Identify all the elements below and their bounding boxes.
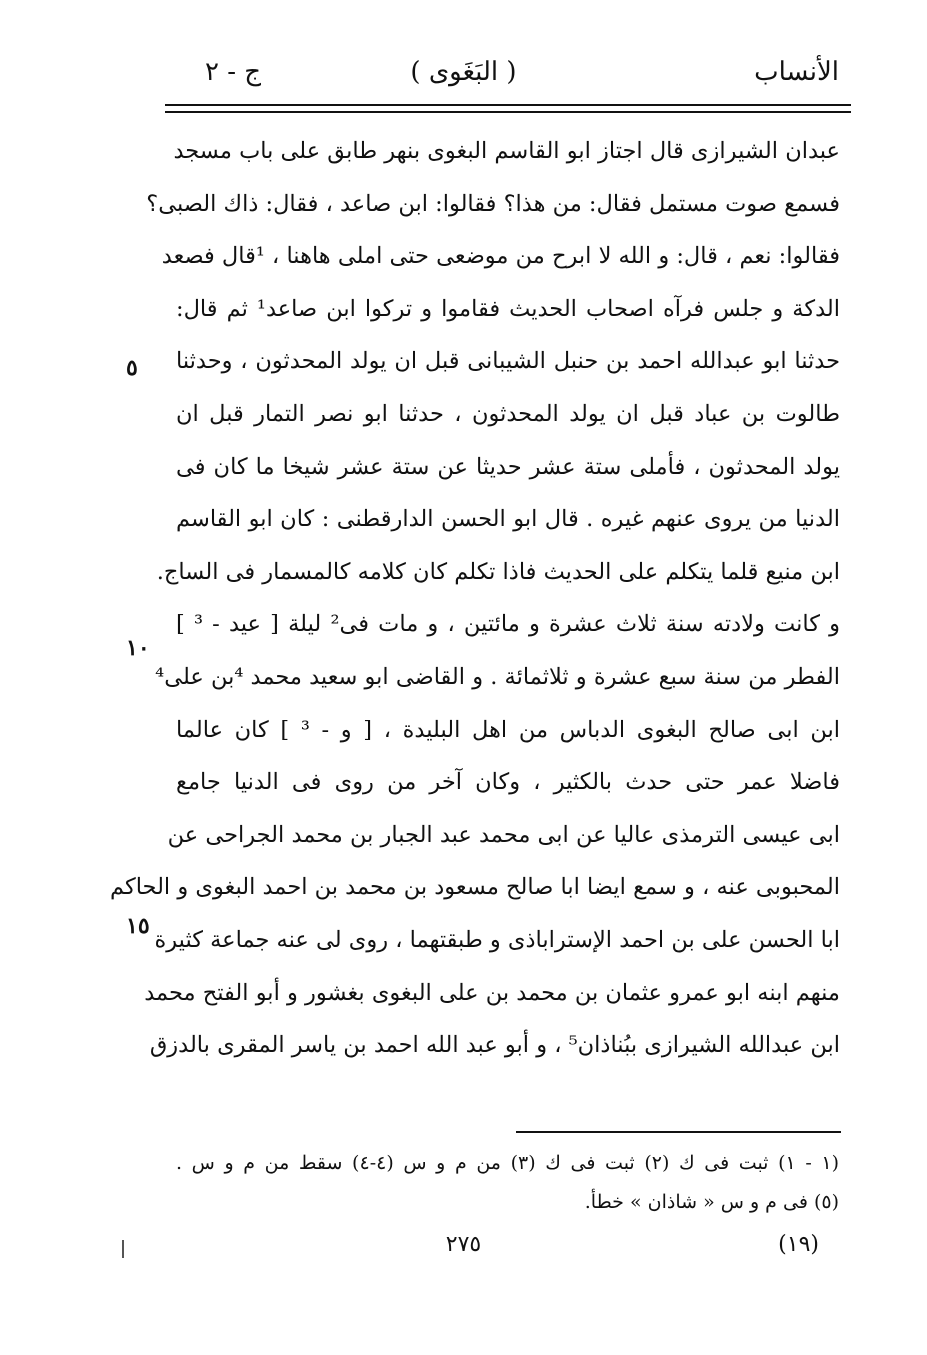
footnote-separator xyxy=(516,1131,841,1133)
text-line: الفطر من سنة سبع عشرة و ثلاثمائة . و القاضى ابو سعيد محمد ⁴بن على⁴ xyxy=(155,663,840,690)
text-line: الدكة و جلس فرآه اصحاب الحديث فقاموا و تركوا ابن صاعد¹ ثم قال: xyxy=(176,295,840,322)
text-line: منهم ابنه ابو عمرو عثمان بن محمد بن على البغوى بغشور و أبو الفتح محمد xyxy=(144,979,840,1006)
line-number-15: ١٥ xyxy=(126,913,150,939)
text-line: ابن منيع قلما يتكلم على الحديث فاذا تكلم كان كلامه كالمسمار فى الساج. xyxy=(156,558,840,585)
text-line: فقالوا: نعم ، قال: و الله لا ابرح من موضعى حتى املى هاهنا ، ¹قال فصعد xyxy=(161,243,840,270)
text-line: ابن عبدالله الشيرازى ببُناذان⁵ ، و أبو عبد الله احمد بن ياسر المقرى بالدزق xyxy=(149,1032,840,1059)
text-line: فسمع صوت مستمل فقال: من هذا؟ فقالوا: ابن صاعد ، فقال: ذاك الصبى؟ xyxy=(146,190,840,217)
text-line: و كانت ولادته سنة ثلاث عشرة و مائتين ، و مات فى² ليلة [ عيد - ³ ] xyxy=(176,611,841,638)
signature-mark: (١٩) xyxy=(778,1232,819,1257)
page-number: ٢٧٥ xyxy=(445,1232,482,1257)
header-rule-top xyxy=(165,104,851,106)
text-line: المحبوبى عنه ، و سمع ايضا ابا صالح مسعود بن محمد بن احمد البغوى و الحاكم xyxy=(110,874,840,901)
running-header-book-title: الأنساب xyxy=(754,57,839,87)
text-line: ابا الحسن على بن احمد الإستراباذى و طبقتهما ، روى لى عنه جماعة كثيرة xyxy=(154,926,840,953)
footnote-line: (١ - ١) ثبت فى ك (٢) ثبت فى ك (٣) من م و س (٤-٤) سقط من م و س . xyxy=(176,1152,840,1174)
line-number-5: ٥ xyxy=(126,355,138,381)
text-line: فاضلا عمر حتى حدث بالكثير ، وكان آخر من روى فى الدنيا جامع xyxy=(176,769,840,796)
footnote-line: (٥) فى م و س « شاذان » خطأ. xyxy=(584,1191,839,1213)
running-header-entry: ( البَغَوى ) xyxy=(410,57,517,87)
header-rule-bottom xyxy=(165,111,851,113)
margin-mark xyxy=(122,1240,124,1258)
text-line: عبدان الشيرازى قال اجتاز ابو القاسم البغوى بنهر طابق على باب مسجد xyxy=(173,138,840,164)
text-line: طالوت بن عباد قبل ان يولد المحدثون ، حدثنا ابو نصر التمار قبل ان xyxy=(176,400,840,427)
text-line: يولد المحدثون ، فأملى ستة عشر حديثا عن ستة عشر شيخا ما كان فى xyxy=(176,453,840,480)
line-number-10: ١٠ xyxy=(126,635,150,661)
running-header-volume: ج - ٢ xyxy=(205,57,262,87)
text-line: الدنيا من يروى عنهم غيره . قال ابو الحسن الدارقطنى : كان ابو القاسم xyxy=(176,506,840,533)
text-line: ابى عيسى الترمذى عاليا عن ابى محمد عبد الجبار بن محمد الجراحى عن xyxy=(167,821,840,848)
text-line: ابن ابى صالح البغوى الدباس من اهل البليدة ، [ و - ³ ] كان عالما xyxy=(176,716,840,743)
text-line: حدثنا ابو عبدالله احمد بن حنبل الشيبانى قبل ان يولد المحدثون ، وحدثنا xyxy=(176,348,840,375)
